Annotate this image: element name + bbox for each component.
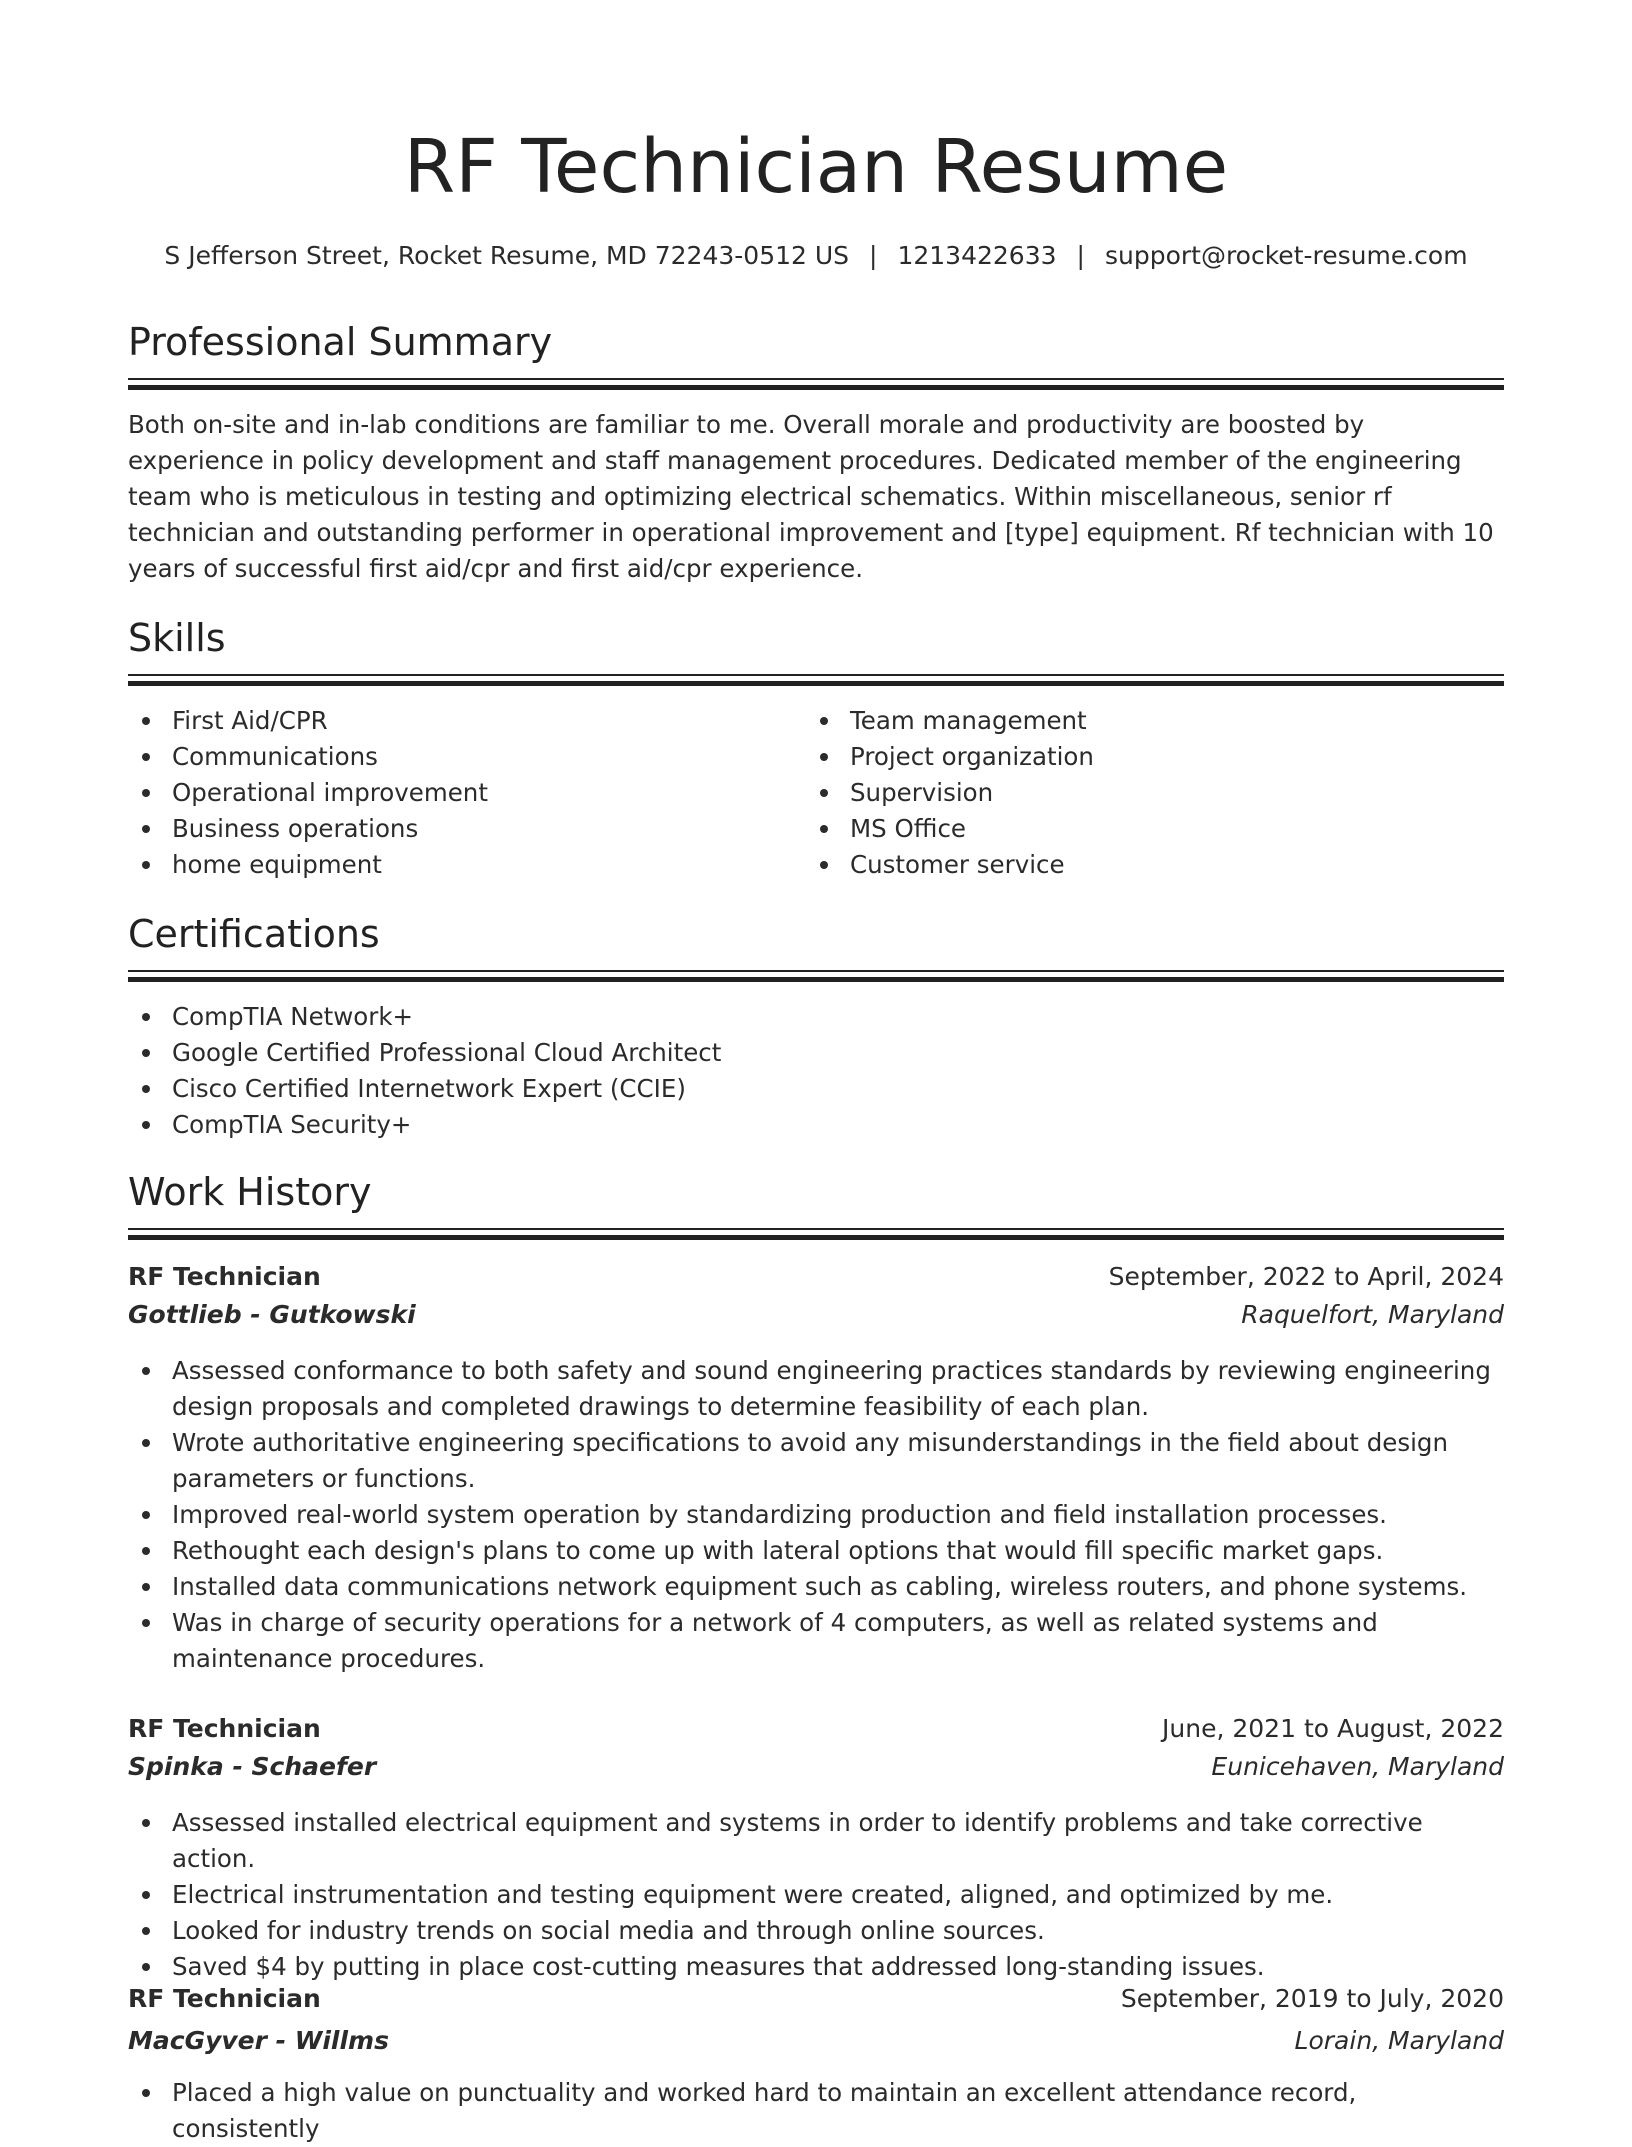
- job-bullet: Placed a high value on punctuality and worked hard to maintain an excellent attendance record, consistently: [128, 2075, 1504, 2147]
- contact-email: support@rocket-resume.com: [1104, 241, 1468, 270]
- skill-item: Customer service: [806, 847, 1504, 883]
- job-bullet: Rethought each design's plans to come up with lateral options that would fill specific market gaps.: [128, 1533, 1504, 1569]
- job-bullet: Assessed conformance to both safety and sound engineering practices standards by reviewing engineering design proposals and completed drawings to determine feasibility of each plan.: [128, 1353, 1504, 1425]
- job-location: Lorain, Maryland: [1294, 2026, 1504, 2055]
- job-dates: June, 2021 to August, 2022: [1162, 1714, 1504, 1743]
- job-company: Spinka - Schaefer: [128, 1752, 377, 1781]
- job-company: MacGyver - Willms: [128, 2026, 389, 2055]
- job-bullet: Saved $4 by putting in place cost-cutting measures that addressed long-standing issues.: [128, 1949, 1504, 1985]
- contact-address: S Jefferson Street, Rocket Resume, MD 72243-0512 US: [164, 241, 850, 270]
- skill-item: home equipment: [128, 847, 798, 883]
- skill-item: Project organization: [806, 739, 1504, 775]
- job-dates: September, 2022 to April, 2024: [1108, 1262, 1504, 1291]
- skills-list-left: [128, 703, 798, 883]
- skill-item: Team management: [806, 703, 1504, 739]
- job-location: Eunicehaven, Maryland: [1211, 1752, 1504, 1781]
- skill-item: Operational improvement: [128, 775, 798, 811]
- job-bullet: Looked for industry trends on social media and through online sources.: [128, 1913, 1504, 1949]
- certification-item: Google Certified Professional Cloud Architect: [128, 1035, 1504, 1071]
- skill-item: Business operations: [128, 811, 798, 847]
- contact-separator: |: [869, 241, 878, 270]
- certification-item: CompTIA Network+: [128, 999, 1504, 1035]
- skill-item: MS Office: [806, 811, 1504, 847]
- job-bullet: Electrical instrumentation and testing equipment were created, aligned, and optimized by me.: [128, 1877, 1504, 1913]
- job-bullet: Improved real-world system operation by standardizing production and field installation processes.: [128, 1497, 1504, 1533]
- summary-rule: [128, 378, 1504, 390]
- job-bullets: [128, 2075, 1504, 2147]
- job-location: Raquelfort, Maryland: [1241, 1300, 1504, 1329]
- summary-heading: Professional Summary: [128, 320, 553, 364]
- work-rule: [128, 1228, 1504, 1240]
- skills-rule: [128, 674, 1504, 686]
- job-bullet: Installed data communications network equipment such as cabling, wireless routers, and phone systems.: [128, 1569, 1504, 1605]
- certifications-rule: [128, 970, 1504, 982]
- job-bullet: Assessed installed electrical equipment and systems in order to identify problems and take corrective action.: [128, 1805, 1504, 1877]
- job-bullets: [128, 1353, 1504, 1677]
- job-bullet: Was in charge of security operations for a network of 4 computers, as well as related systems and maintenance procedures.: [128, 1605, 1504, 1677]
- job-bullet: Wrote authoritative engineering specifications to avoid any misunderstandings in the field about design parameters or functions.: [128, 1425, 1504, 1497]
- certifications-heading: Certifications: [128, 912, 380, 956]
- job-title: RF Technician: [128, 1262, 321, 1291]
- job-bullets: [128, 1805, 1504, 1985]
- certification-item: CompTIA Security+: [128, 1107, 1504, 1143]
- job-title: RF Technician: [128, 1714, 321, 1743]
- skill-item: Communications: [128, 739, 798, 775]
- skills-list-right: [806, 703, 1504, 883]
- job-company: Gottlieb - Gutkowski: [128, 1300, 416, 1329]
- job-dates: September, 2019 to July, 2020: [1120, 1984, 1504, 2013]
- summary-text: Both on-site and in-lab conditions are familiar to me. Overall morale and productivity are boosted by experience in policy development and staff management procedures. Dedicated member of the engineering team who is meticulous in testing and optimizing electrical schematics. Within miscellaneous, senior rf technician and outstanding performer in operational improvement and [type] equipment. Rf technician with 10 years of successful first aid/cpr and first aid/cpr experience.: [128, 410, 1494, 583]
- resume-title: RF Technician Resume: [403, 124, 1229, 210]
- skills-heading: Skills: [128, 616, 226, 660]
- contact-line: [128, 239, 1504, 273]
- contact-phone: 1213422633: [897, 241, 1057, 270]
- certification-item: Cisco Certified Internetwork Expert (CCIE): [128, 1071, 1504, 1107]
- work-heading: Work History: [128, 1170, 372, 1214]
- skill-item: First Aid/CPR: [128, 703, 798, 739]
- certifications-list: [128, 999, 1504, 1143]
- contact-separator: |: [1076, 241, 1085, 270]
- job-title: RF Technician: [128, 1984, 321, 2013]
- skill-item: Supervision: [806, 775, 1504, 811]
